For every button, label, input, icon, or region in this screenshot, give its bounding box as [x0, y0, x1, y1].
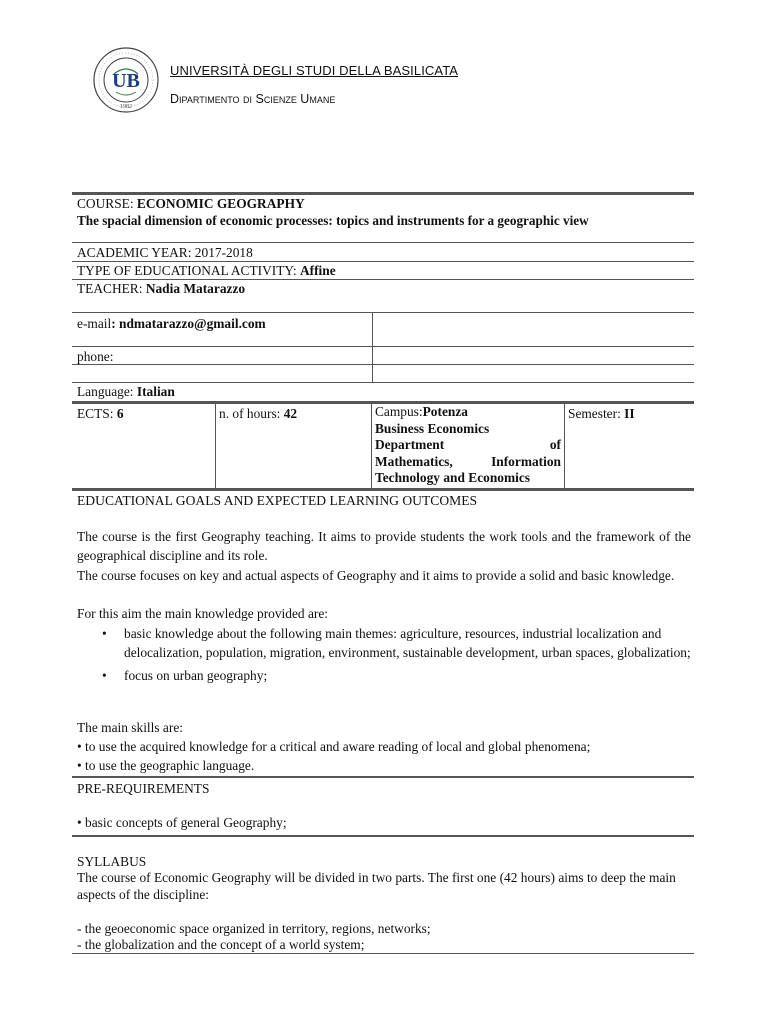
language-row: Language: Italian — [77, 384, 175, 399]
activity-row: TYPE OF EDUCATIONAL ACTIVITY: Affine — [77, 263, 336, 278]
list-item: - the globalization and the concept of a world system; — [77, 937, 365, 952]
course-row: COURSE: ECONOMIC GEOGRAPHY — [77, 196, 305, 211]
rule — [72, 776, 694, 778]
seal-year: 1982 — [120, 104, 132, 110]
university-name: UNIVERSITÀ DEGLI STUDI DELLA BASILICATA — [170, 63, 459, 78]
goals-heading: EDUCATIONAL GOALS AND EXPECTED LEARNING OUTCOMES — [77, 493, 478, 508]
course-subtitle: The spacial dimension of economic processes: topics and instruments for a geographic view — [77, 213, 589, 228]
rule — [72, 242, 694, 243]
rule — [72, 835, 694, 837]
list-item: • to use the geographic language. — [77, 758, 255, 773]
list-item: - the geoeconomic space organized in territory, regions, networks; — [77, 921, 431, 936]
cell-divider — [564, 404, 565, 488]
semester-cell: Semester: II — [568, 406, 635, 421]
list-item: • basic knowledge about the following main themes: agriculture, resources, industrial localization and delocalization, population, migration, environment, sustainable development, urban spaces, globalization; — [124, 624, 691, 662]
goals-paragraph: The course is the first Geography teaching. It aims to provide students the work tools and the framework of the geographical discipline and its role. — [77, 529, 691, 563]
goals-paragraph: For this aim the main knowledge provided are: — [77, 606, 329, 621]
rule — [72, 953, 694, 954]
goals-paragraph: The course focuses on key and actual aspects of Geography and it aims to provide a solid and basic knowledge. — [77, 568, 675, 583]
ects-cell: ECTS: 6 — [77, 406, 124, 421]
phone-label: phone: — [77, 349, 114, 364]
syllabus-heading: SYLLABUS — [77, 854, 147, 869]
academic-year-row: ACADEMIC YEAR: 2017-2018 — [77, 245, 253, 260]
rule — [72, 364, 694, 365]
rule — [72, 312, 694, 313]
prereq-heading: PRE-REQUIREMENTS — [77, 781, 210, 796]
department-name: Dipartimento di Scienze Umane — [170, 92, 336, 106]
course-title: ECONOMIC GEOGRAPHY — [136, 196, 305, 211]
rule — [72, 488, 694, 491]
email-value: : ndmatarazzo@gmail.com — [111, 316, 266, 331]
syllabus-intro: The course of Economic Geography will be divided in two parts. The first one (42 hours) aims to deep the main aspects of the discipline: — [77, 870, 676, 902]
page-header — [92, 46, 692, 116]
skills-intro: The main skills are: — [77, 720, 183, 735]
cell-divider — [372, 312, 373, 382]
email-row: e-mail: ndmatarazzo@gmail.com — [77, 316, 266, 331]
knowledge-list — [77, 624, 691, 689]
svg-text:UB: UB — [112, 70, 140, 92]
cell-divider — [215, 404, 216, 488]
rule — [72, 346, 694, 347]
list-item: • focus on urban geography; — [124, 666, 691, 685]
hours-cell: n. of hours: 42 — [219, 406, 298, 421]
cell-divider — [371, 404, 372, 488]
teacher-row: TEACHER: Nadia Matarazzo — [77, 281, 246, 296]
campus-cell: Campus:Potenza Business Economics Department of Mathematics, Information Technology and Economics — [375, 404, 561, 485]
list-item: • basic concepts of general Geography; — [77, 815, 287, 830]
list-item: • to use the acquired knowledge for a critical and aware reading of local and global phenomena; — [77, 739, 591, 754]
university-seal-icon — [92, 46, 160, 114]
